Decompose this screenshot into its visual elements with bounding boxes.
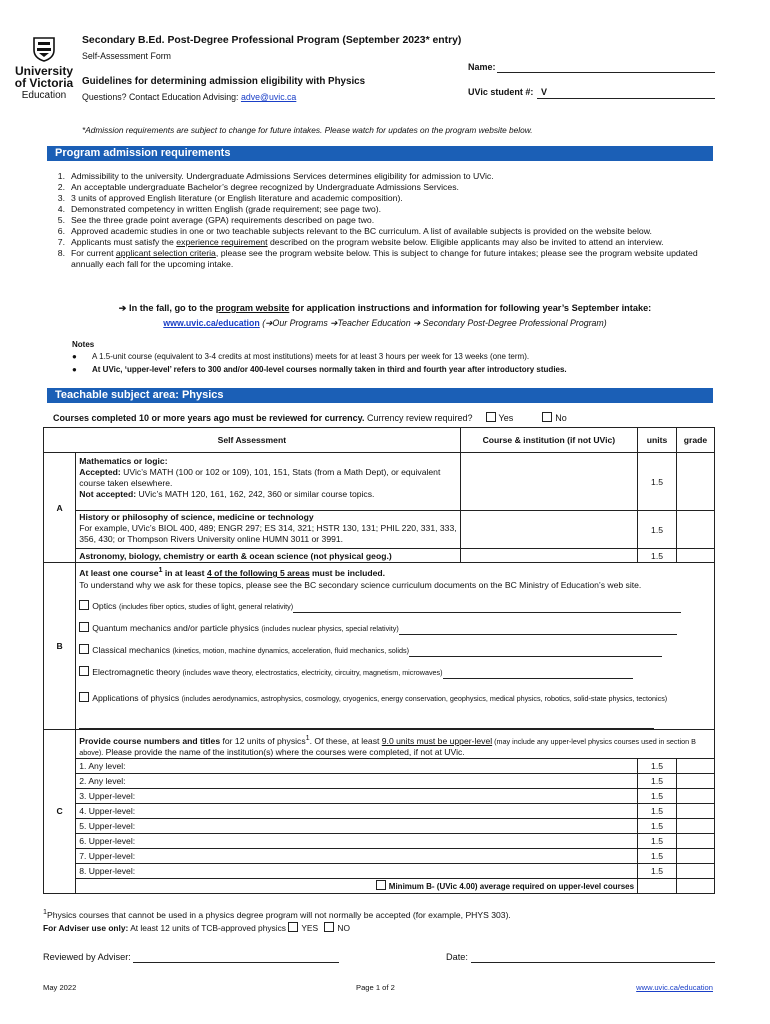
grade-input-c6[interactable] [677, 833, 715, 848]
table-row: 5. Upper-level: 1.5 [44, 818, 715, 833]
col-grade: grade [677, 428, 715, 453]
footnote: $^1$Physics courses that cannot be used in a physics degree program will not normally be accepted (for example, PHYS 303). [43, 907, 511, 920]
website-link[interactable]: www.uvic.ca/education [163, 318, 260, 328]
section-c-label: C [44, 729, 76, 893]
electromagnetic-checkbox[interactable] [79, 666, 89, 676]
logo-line-3: Education [21, 90, 67, 101]
minimum-average-row: Minimum B- (UVic 4.00) average required on upper-level courses [44, 878, 715, 893]
minimum-average-checkbox[interactable] [376, 880, 386, 890]
name-label: Name: [468, 62, 496, 72]
form-subtitle: Self-Assessment Form [82, 51, 171, 61]
contact-line [82, 92, 296, 102]
requirement-item: 5. See the three grade point average (GPA) requirements described on page two. [57, 215, 375, 225]
section-b-row: B At least one course$^1$ in at least 4 of the following 5 areas must be included. To understand why we ask for these topics, please see the BC secondary science curriculum documents on the BC Ministry of Education’s web site. Optics (includes fiber optics, studies of light, general relativity) Quantum mechanics and/or particle physics (includes nuclear physics, special relativity) Classical mechanics (kinetics, motion, machine dynamics, acceleration, fluid mechanics, solids) Electromagnetic theory (includes wave theory, electrostatics, electricity, circuitry, magnetism, microwaves) Applications of physics (includes aerodynamics, astrophysics, cosmology, cryogenics, energy conservation, geophysics, medical physics, robotics, solid-state physics, tectonics) [44, 563, 715, 730]
table-row: 2. Any level: 1.5 [44, 773, 715, 788]
footer-page-number: Page 1 of 2 [356, 983, 395, 992]
program-requirements-banner: Program admission requirements [47, 146, 713, 161]
guidelines-heading: Guidelines for determining admission eligibility with Physics [82, 76, 366, 87]
requirement-item: 2. An acceptable undergraduate Bachelor’s degree recognized by Undergraduate Admissions Services. [57, 182, 459, 192]
col-course-institution: Course & institution (if not UVic) [460, 428, 637, 453]
requirement-item: 7. Applicants must satisfy the experience requirement described on the program website below. Eligible applicants may also be invited to attend an interview. [57, 237, 664, 247]
section-c-intro-row: C Provide course numbers and titles for 12 units of physics$^1$. Of these, at least 9.0 units must be upper-level (may include any upper-level physics courses used in section B above). Please provide the name of the institution(s) where the courses were completed, if not at UVic. [44, 729, 715, 758]
reviewed-by-label: Reviewed by Adviser: [43, 952, 131, 962]
note-2: ● At UVic, ‘upper-level’ refers to 300 and/or 400-level courses normally taken in third and fourth year after introductory studies. [72, 365, 567, 374]
quantum-field[interactable] [399, 625, 677, 635]
area-optics: Optics (includes fiber optics, studies of light, general relativity) [79, 600, 711, 613]
grade-input-c8[interactable] [677, 863, 715, 878]
table-row: 6. Upper-level: 1.5 [44, 833, 715, 848]
logo-line-1: University [14, 64, 74, 78]
selection-criteria-link[interactable]: applicant selection criteria [115, 248, 216, 258]
grade-input-a2[interactable] [677, 511, 715, 549]
grade-input-average[interactable] [677, 878, 715, 893]
crest-icon [31, 36, 57, 62]
grade-input-c4[interactable] [677, 803, 715, 818]
classical-checkbox[interactable] [79, 644, 89, 654]
quantum-checkbox[interactable] [79, 622, 89, 632]
grade-input-a1[interactable] [677, 453, 715, 511]
table-header-row [44, 428, 715, 453]
optics-checkbox[interactable] [79, 600, 89, 610]
student-number-prefix: V [541, 87, 548, 97]
table-row: 8. Upper-level: 1.5 [44, 863, 715, 878]
requirement-item: 8. For current applicant selection criteria, please see the program website below. This is subject to change for future intakes; please see the program website updated annually each fall for the upcoming intake. [57, 248, 698, 269]
bullet-icon: ● [72, 365, 77, 374]
teachable-subject-banner: Teachable subject area: Physics [47, 388, 713, 403]
units-a2: 1.5 [638, 511, 677, 549]
program-website-link[interactable]: program website [215, 303, 290, 313]
units-a1: 1.5 [638, 453, 677, 511]
self-assessment-table [43, 427, 715, 894]
optics-field[interactable] [293, 603, 681, 613]
col-units: units [638, 428, 677, 453]
reviewed-by-field[interactable] [133, 962, 339, 963]
grade-input-c3[interactable] [677, 788, 715, 803]
grade-input-a3[interactable] [677, 549, 715, 563]
bullet-icon: ● [72, 352, 77, 361]
adviser-no-checkbox[interactable] [324, 922, 334, 932]
fall-instructions: ➔ In the fall, go to the program website for application instructions and information for following year’s September intake: [118, 303, 652, 313]
contact-email-link[interactable]: adve@uvic.ca [240, 92, 297, 102]
requirements-list [49, 171, 717, 270]
units-a3: 1.5 [638, 549, 677, 563]
note-1: ● A 1.5-unit course (equivalent to 3-4 credits at most institutions) meets for at least 3 hours per week for 13 weeks (one term). [72, 352, 530, 361]
table-row: 4. Upper-level: 1.5 [44, 803, 715, 818]
section-a-row-math: A Mathematics or logic: Accepted: UVic’s MATH (100 or 102 or 109), 101, 151, Stats (from a Math Dept), or equivalent course taken elsewhere. Not accepted: UVic’s MATH 120, 161, 162, 242, 360 or similar course topics. 1.5 [44, 453, 715, 511]
date-label: Date: [446, 952, 468, 962]
date-field[interactable] [471, 962, 715, 963]
grade-input-c1[interactable] [677, 758, 715, 773]
classical-field[interactable] [409, 647, 662, 657]
table-row: 1. Any level: 1.5 [44, 758, 715, 773]
name-field[interactable] [497, 72, 715, 73]
contact-prefix: Questions? Contact Education Advising: [82, 92, 239, 102]
adviser-use-line: For Adviser use only: At least 12 units of TCB-approved physics YES NO [43, 923, 350, 933]
adviser-yes-checkbox[interactable] [288, 922, 298, 932]
requirement-item: 4. Demonstrated competency in written English (grade requirement; see page two). [57, 204, 382, 214]
section-a-row-history: History or philosophy of science, medicine or technology For example, UVic’s BIOL 400, 489; ENGR 297; ES 314, 321; HSTR 130, 131; PHIL 220, 331, 333, 356, 430; or Thompson Rivers University online HUMN 3011 or 3991. 1.5 [44, 511, 715, 549]
table-row: 7. Upper-level: 1.5 [44, 848, 715, 863]
requirement-item: 1. Admissibility to the university. Undergraduate Admissions Services determines eligibility for admission to UVic. [57, 171, 494, 181]
navigation-path: (➔Our Programs ➔Teacher Education ➔ Secondary Post-Degree Professional Program) [262, 318, 607, 328]
form-title: Secondary B.Ed. Post-Degree Professional Program (September 2023* entry) [82, 35, 462, 46]
col-self-assessment: Self Assessment [44, 428, 461, 453]
applications-checkbox[interactable] [79, 692, 89, 702]
notes-label: Notes [72, 340, 95, 349]
grade-input-c7[interactable] [677, 848, 715, 863]
requirement-item: 6. Approved academic studies in one or two teachable subjects relevant to the BC curriculum. A list of available subjects is provided on the website below. [57, 226, 652, 236]
grade-input-c2[interactable] [677, 773, 715, 788]
university-logo [14, 36, 74, 103]
grade-input-c5[interactable] [677, 818, 715, 833]
course-input-a3[interactable] [460, 549, 637, 563]
website-path [0, 318, 770, 329]
requirement-item: 3. 3 units of approved English literature (or English literature and academic composition). [57, 193, 403, 203]
electromagnetic-field[interactable] [443, 669, 633, 679]
footer-date: May 2022 [43, 983, 77, 992]
table-row: 3. Upper-level: 1.5 [44, 788, 715, 803]
area-applications: Applications of physics (includes aerodynamics, astrophysics, cosmology, cryogenics, energy conservation, geophysics, medical physics, robotics, solid-state physics, tectonics) [79, 688, 711, 729]
course-input-a1[interactable] [460, 453, 637, 511]
currency-no-checkbox[interactable] [542, 412, 552, 422]
course-input-a2[interactable] [460, 511, 637, 549]
experience-requirement-link[interactable]: experience requirement [176, 237, 268, 247]
section-b-label: B [44, 563, 76, 730]
admission-disclaimer: *Admission requirements are subject to change for future intakes. Please watch for updates on the program website below. [82, 125, 533, 135]
student-number-label: UVic student #: [468, 87, 534, 97]
logo-line-2: of Victoria [14, 76, 74, 90]
applications-field[interactable] [79, 719, 654, 729]
section-a-label: A [44, 453, 76, 563]
arrow-right-icon: ➔ [118, 303, 127, 313]
area-classical: Classical mechanics (kinetics, motion, machine dynamics, acceleration, fluid mechanics, solids) [79, 644, 711, 657]
currency-yes-checkbox[interactable] [486, 412, 496, 422]
student-number-field[interactable] [537, 98, 715, 99]
area-electromagnetic: Electromagnetic theory (includes wave theory, electrostatics, electricity, circuitry, magnetism, microwaves) [79, 666, 711, 679]
area-quantum: Quantum mechanics and/or particle physics (includes nuclear physics, special relativity) [79, 622, 711, 635]
footer-website-link[interactable]: www.uvic.ca/education [636, 983, 713, 992]
section-a-row-science: Astronomy, biology, chemistry or earth & ocean science (not physical geog.) 1.5 [44, 549, 715, 563]
currency-review-line: Courses completed 10 or more years ago must be reviewed for currency. Currency review required? Yes No [53, 413, 567, 423]
